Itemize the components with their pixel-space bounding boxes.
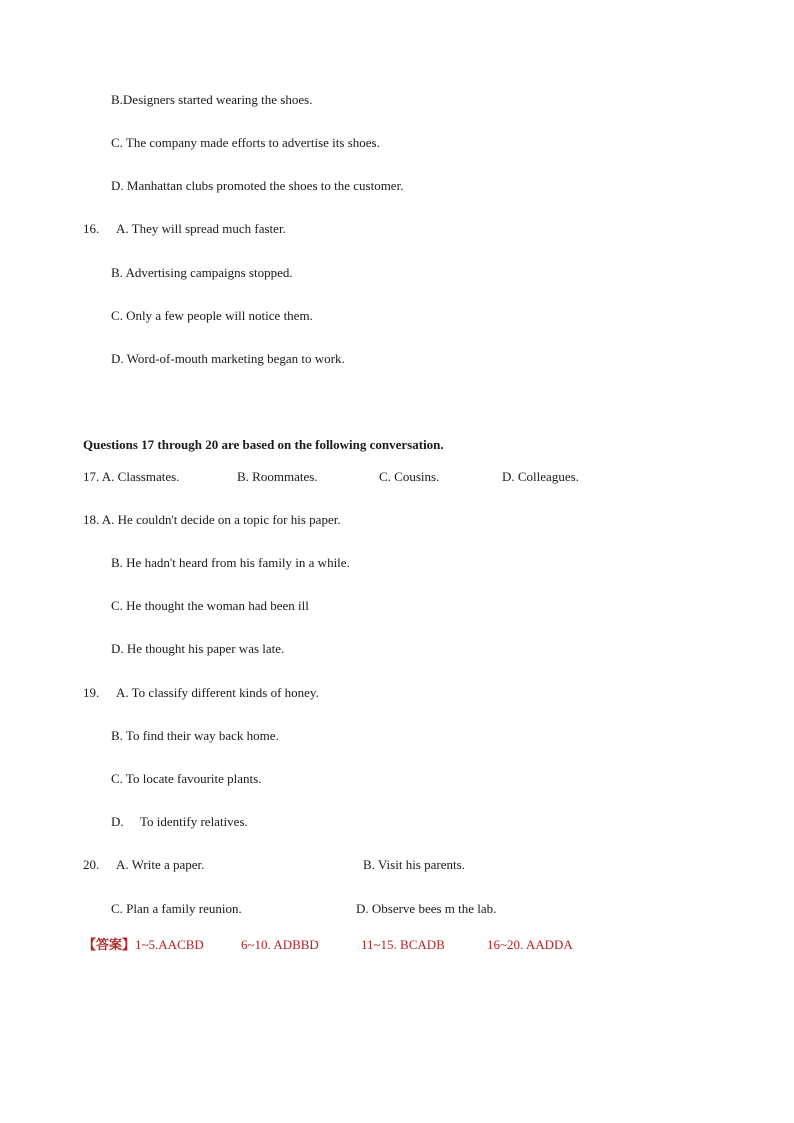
answer-group-1: 1~5.AACBD — [135, 937, 204, 952]
answer-key-label — [83, 937, 204, 953]
answer-group-3: 11~15. BCADB — [361, 937, 445, 952]
q18-option-b: B. He hadn't heard from his family in a while. — [111, 555, 350, 570]
q19-option-d: To identify relatives. — [140, 814, 248, 829]
q17-option-a: 17. A. Classmates. — [83, 469, 180, 484]
q18-option-c: C. He thought the woman had been ill — [111, 598, 309, 613]
q19-option-a: A. To classify different kinds of honey. — [116, 685, 319, 700]
q16-option-c: C. Only a few people will notice them. — [111, 308, 313, 323]
q17-option-d: D. Colleagues. — [502, 469, 579, 484]
section-heading: Questions 17 through 20 are based on the following conversation. — [83, 437, 444, 452]
q15-option-c: C. The company made efforts to advertise its shoes. — [111, 135, 380, 150]
answer-group-2: 6~10. ADBBD — [241, 937, 319, 952]
answer-group-4: 16~20. AADDA — [487, 937, 573, 952]
q20-option-c: C. Plan a family reunion. — [111, 901, 242, 916]
answer-label: 【答案】 — [83, 937, 136, 952]
q18-option-a: 18. A. He couldn't decide on a topic for his paper. — [83, 512, 341, 527]
q19-option-b: B. To find their way back home. — [111, 728, 279, 743]
q20-number: 20. — [83, 857, 100, 872]
q16-option-b: B. Advertising campaigns stopped. — [111, 265, 293, 280]
q16-option-d: D. Word-of-mouth marketing began to work. — [111, 351, 345, 366]
q15-option-d: D. Manhattan clubs promoted the shoes to the customer. — [111, 178, 404, 193]
q20-option-b: B. Visit his parents. — [363, 857, 465, 872]
q19-option-c: C. To locate favourite plants. — [111, 771, 262, 786]
q18-option-d: D. He thought his paper was late. — [111, 641, 285, 656]
q19-number: 19. — [83, 685, 100, 700]
q17-option-c: C. Cousins. — [379, 469, 440, 484]
q20-option-d: D. Observe bees m the lab. — [356, 901, 497, 916]
q17-option-b: B. Roommates. — [237, 469, 318, 484]
q16-number: 16. — [83, 221, 100, 236]
q20-option-a: A. Write a paper. — [116, 857, 205, 872]
q16-option-a: A. They will spread much faster. — [116, 221, 286, 236]
q19-option-d-letter: D. — [111, 814, 124, 829]
q15-option-b: B.Designers started wearing the shoes. — [111, 92, 313, 107]
